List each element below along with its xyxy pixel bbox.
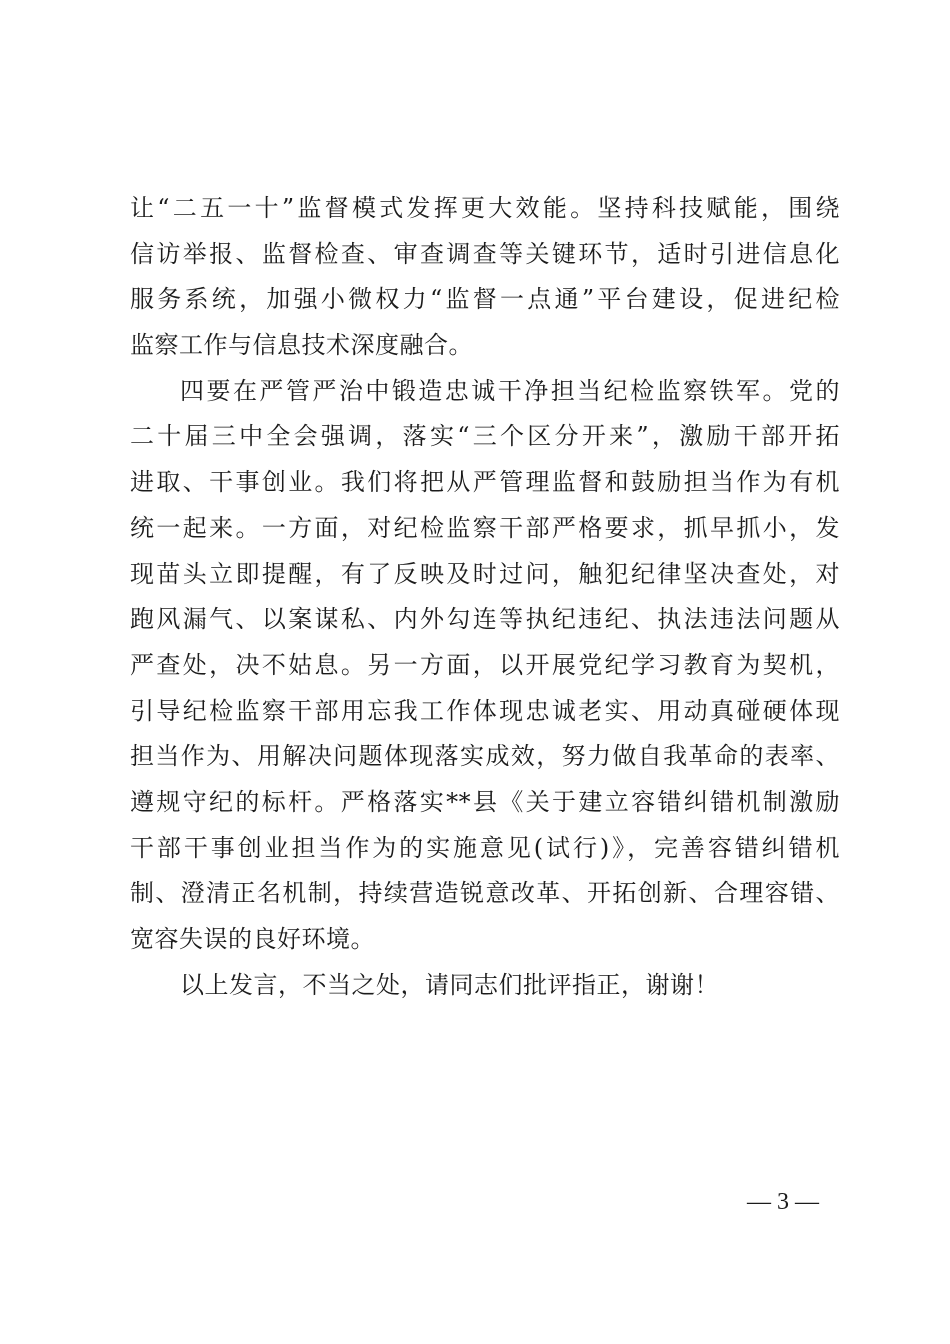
text-line: 四要在严管严治中锻造忠诚干净担当纪检监察铁军。党的 xyxy=(180,376,840,405)
text-line: 跑风漏气、以案谋私、内外勾连等执纪违纪、执法违法问题从 xyxy=(130,605,840,634)
text-line: 让“二五一十”监督模式发挥更大效能。坚持科技赋能，围绕 xyxy=(130,194,840,222)
text-line: 宽容失误的良好环境。 xyxy=(130,925,375,953)
paragraph-3 xyxy=(130,963,840,1009)
text-line: 统一起来。一方面，对纪检监察干部严格要求，抓早抓小，发 xyxy=(130,513,840,542)
text-line: 监察工作与信息技术深度融合。 xyxy=(130,331,473,360)
text-line: 严查处，决不姑息。另一方面，以开展党纪学习教育为契机， xyxy=(130,650,840,679)
document-body xyxy=(130,186,840,1008)
paragraph-1 xyxy=(130,186,840,369)
text-line: 现苗头立即提醒，有了反映及时过问，触犯纪律坚决查处，对 xyxy=(130,559,840,588)
text-line: 引导纪检监察干部用忘我工作体现忠诚老实、用动真碰硬体现 xyxy=(130,696,840,725)
text-line: 进取、干事创业。我们将把从严管理监督和鼓励担当作为有机 xyxy=(130,468,840,497)
page-number: — 3 — xyxy=(747,1189,819,1215)
text-line: 以上发言，不当之处，请同志们批评指正，谢谢！ xyxy=(180,970,719,999)
paragraph-2 xyxy=(130,369,840,963)
text-line: 二十届三中全会强调，落实“三个区分开来”，激励干部开拓 xyxy=(130,422,840,451)
text-line: 遵规守纪的标杆。严格落实**县《关于建立容错纠错机制激励 xyxy=(130,787,840,816)
text-line: 服务系统，加强小微权力“监督一点通”平台建设，促进纪检 xyxy=(130,285,840,314)
text-line: 制、澄清正名机制，持续营造锐意改革、开拓创新、合理容错、 xyxy=(130,879,840,908)
text-line: 信访举报、监督检查、审查调查等关键环节，适时引进信息化 xyxy=(130,239,840,268)
text-line: 担当作为、用解决问题体现落实成效，努力做自我革命的表率、 xyxy=(130,742,840,771)
text-line: 干部干事创业担当作为的实施意见(试行)》，完善容错纠错机 xyxy=(130,833,840,862)
